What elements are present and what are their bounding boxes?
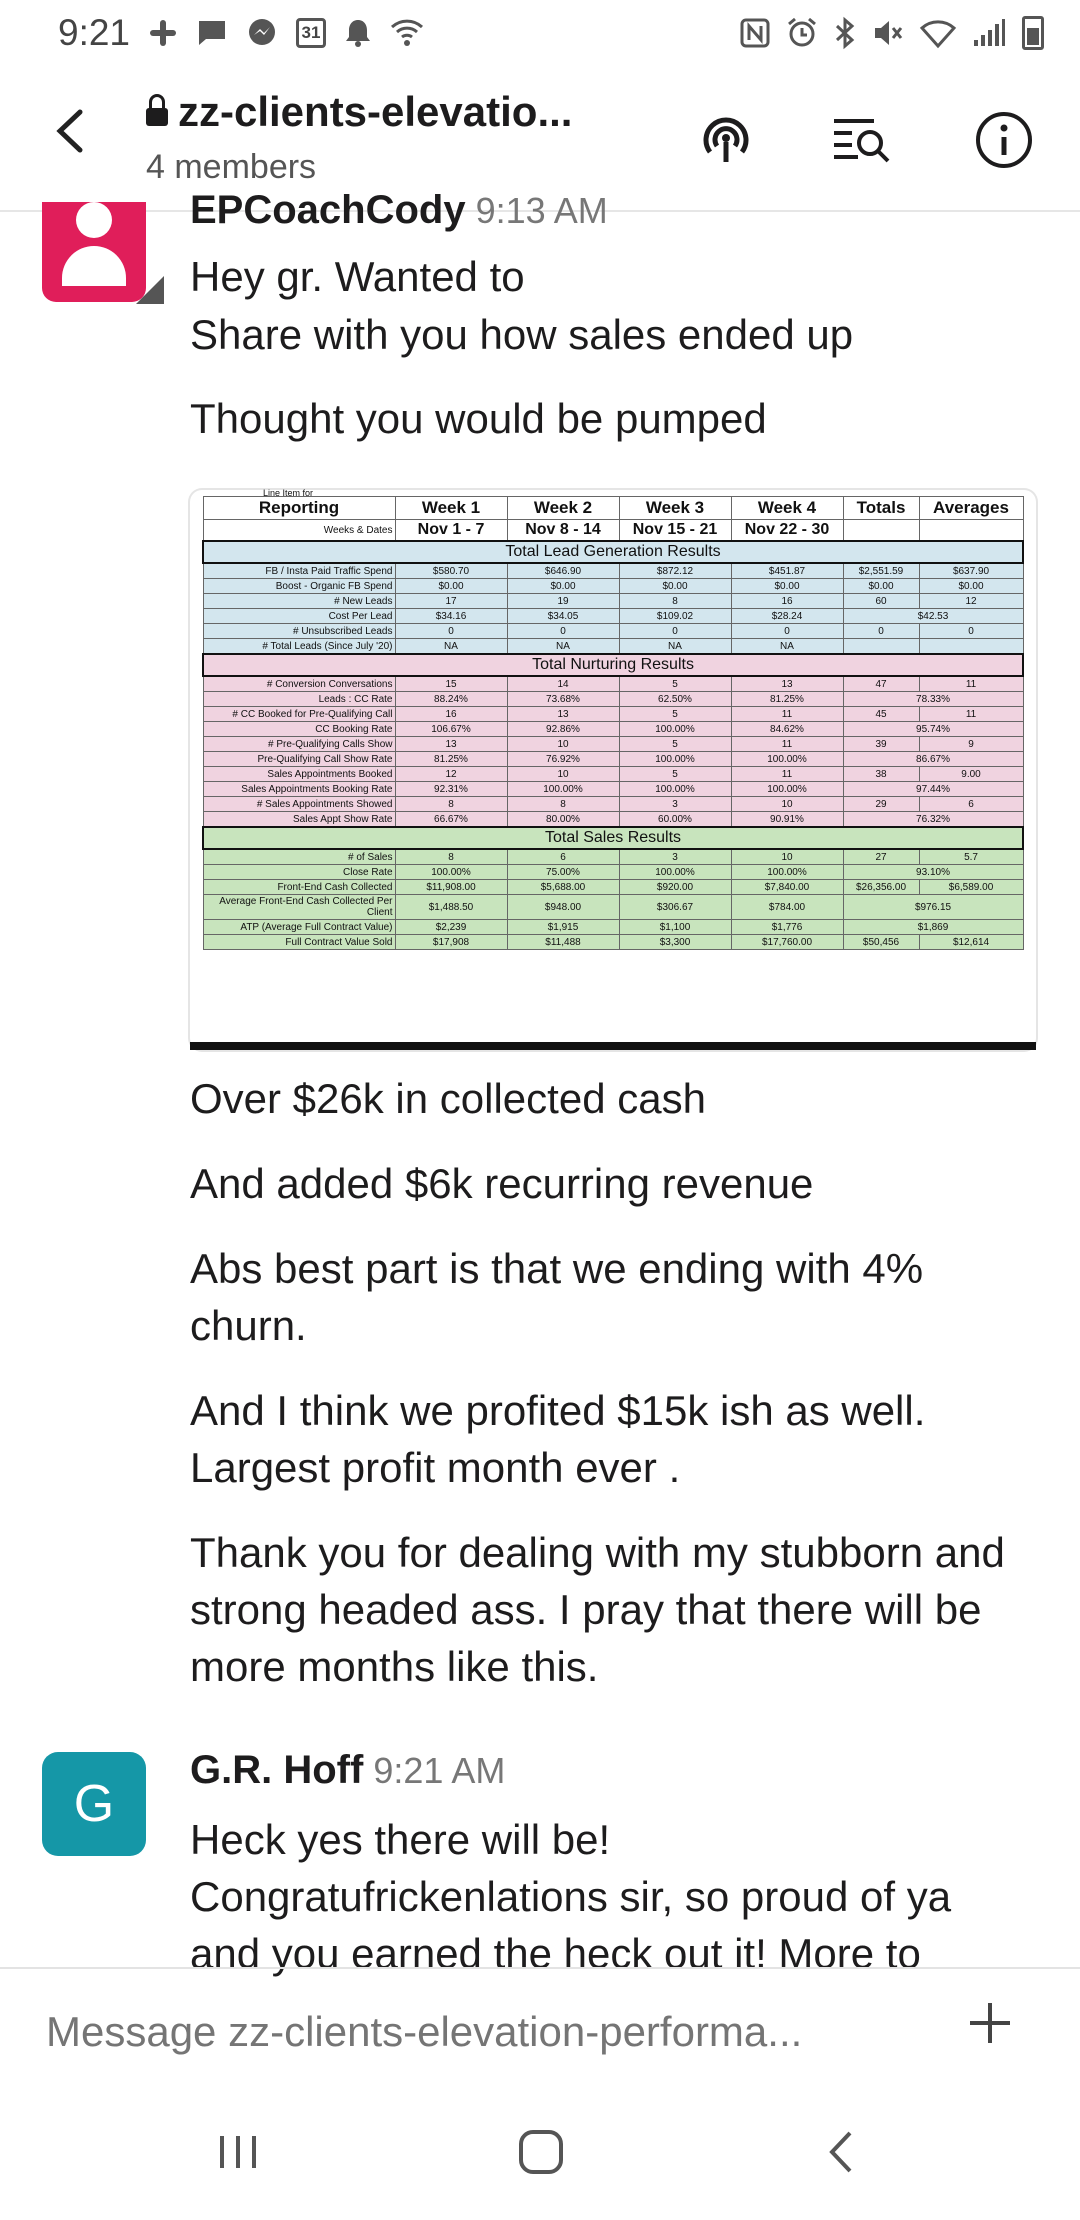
spreadsheet-header-cell: Week 4 — [731, 497, 843, 520]
status-bar — [0, 0, 1080, 66]
cell-value: 88.24% — [395, 692, 507, 707]
row-label: CC Booking Rate — [203, 722, 395, 737]
cell-value: 10 — [731, 849, 843, 865]
cell-value: 75.00% — [507, 865, 619, 880]
row-label: Front-End Cash Collected — [203, 880, 395, 895]
member-count[interactable]: 4 members — [146, 148, 317, 186]
cell-value: $17,760.00 — [731, 935, 843, 950]
row-label: Average Front-End Cash Collected Per Client — [203, 895, 395, 920]
cell-value: $646.90 — [507, 563, 619, 579]
message-input[interactable] — [44, 2007, 878, 2057]
cell-value: $0.00 — [619, 579, 731, 594]
cell-value: $0.00 — [731, 579, 843, 594]
spreadsheet-body — [203, 490, 1023, 950]
cell-value: 5 — [619, 737, 731, 752]
back-arrow-icon — [826, 2129, 856, 2175]
spreadsheet-row — [203, 880, 1023, 895]
spreadsheet-header-row — [203, 497, 1023, 520]
spreadsheet-row — [203, 767, 1023, 782]
alarm-icon — [786, 17, 818, 49]
spreadsheet-section-header — [203, 541, 1023, 563]
row-label: # Sales Appointments Showed — [203, 797, 395, 812]
spreadsheet-row — [203, 722, 1023, 737]
row-label: Cost Per Lead — [203, 609, 395, 624]
lock-icon — [146, 108, 168, 126]
cell-value: $0.00 — [395, 579, 507, 594]
cell-value: 13 — [731, 676, 843, 692]
spreadsheet-row — [203, 692, 1023, 707]
message-list[interactable] — [0, 188, 1080, 1977]
recent-apps-icon — [216, 2132, 260, 2172]
huddle-button[interactable] — [696, 110, 756, 170]
cell-value: 45 — [843, 707, 919, 722]
section-title: Total Lead Generation Results — [203, 541, 1023, 563]
cell-value: 19 — [507, 594, 619, 609]
cell-value: 0 — [507, 624, 619, 639]
cell-value: 95.74% — [843, 722, 1023, 737]
cell-value: 5 — [619, 707, 731, 722]
row-label: # CC Booked for Pre-Qualifying Call — [203, 707, 395, 722]
info-icon — [975, 111, 1033, 169]
status-bar-right — [740, 16, 1044, 50]
cell-value: 76.92% — [507, 752, 619, 767]
cell-value: 9 — [919, 737, 1023, 752]
row-label: # Unsubscribed Leads — [203, 624, 395, 639]
messenger-icon — [246, 17, 278, 49]
avatar[interactable]: G — [42, 1752, 146, 1856]
system-nav-bar — [0, 2101, 1080, 2220]
home-icon — [518, 2129, 564, 2175]
message-line: Thank you for dealing with my stubborn and strong headed ass. I pray that there will be more months like this. — [190, 1529, 1005, 1690]
spreadsheet-date-cell: Nov 8 - 14 — [507, 520, 619, 542]
cell-value: $872.12 — [619, 563, 731, 579]
search-list-icon — [832, 115, 892, 165]
nav-back-button[interactable] — [826, 2129, 856, 2187]
cell-value: 100.00% — [731, 782, 843, 797]
cell-value: 16 — [395, 707, 507, 722]
message-line: Hey gr. Wanted to — [190, 253, 525, 300]
spreadsheet-header-cell: Week 2 — [507, 497, 619, 520]
message-sender[interactable]: EPCoachCody 9:13 AM — [190, 188, 608, 232]
spreadsheet-date-cell: Nov 15 - 21 — [619, 520, 731, 542]
cell-value: 27 — [843, 849, 919, 865]
cell-value: 0 — [395, 624, 507, 639]
wifi-calling-icon — [390, 18, 424, 48]
spreadsheet-section-header — [203, 654, 1023, 676]
row-label: # New Leads — [203, 594, 395, 609]
cell-value: 78.33% — [843, 692, 1023, 707]
cell-value: 14 — [507, 676, 619, 692]
cell-value: $11,908.00 — [395, 880, 507, 895]
cell-value: $11,488 — [507, 935, 619, 950]
cell-value — [843, 639, 919, 655]
spreadsheet-row — [203, 782, 1023, 797]
cell-value: 86.67% — [843, 752, 1023, 767]
cell-value: $6,589.00 — [919, 880, 1023, 895]
cell-value: $1,915 — [507, 920, 619, 935]
spreadsheet-date-cell: Nov 22 - 30 — [731, 520, 843, 542]
cell-value: 9.00 — [919, 767, 1023, 782]
battery-icon — [1022, 16, 1044, 50]
row-label: # of Sales — [203, 849, 395, 865]
cell-value: $0.00 — [919, 579, 1023, 594]
cell-value: 39 — [843, 737, 919, 752]
image-attachment[interactable] — [190, 490, 1036, 1050]
cell-value: $28.24 — [731, 609, 843, 624]
channel-name: zz-clients-elevatio... — [178, 88, 573, 135]
cell-value: 11 — [919, 676, 1023, 692]
cell-value: $17,908 — [395, 935, 507, 950]
cell-value: 11 — [731, 707, 843, 722]
spreadsheet-header-cell: Week 3 — [619, 497, 731, 520]
spreadsheet-header-cell: Week 1 — [395, 497, 507, 520]
mute-icon — [872, 18, 904, 48]
message-composer — [0, 1967, 1080, 2101]
cell-value: 93.10% — [843, 865, 1023, 880]
message-line: And added $6k recurring revenue — [190, 1160, 814, 1207]
cell-value: 17 — [395, 594, 507, 609]
cell-value: 100.00% — [619, 722, 731, 737]
recent-apps-button[interactable] — [216, 2129, 260, 2184]
spreadsheet-row — [203, 737, 1023, 752]
slack-icon — [148, 18, 178, 48]
cell-value: 100.00% — [731, 752, 843, 767]
row-label: # Conversion Conversations — [203, 676, 395, 692]
cell-value: 3 — [619, 797, 731, 812]
cell-value: $1,869 — [843, 920, 1023, 935]
cell-value: $12,614 — [919, 935, 1023, 950]
message-line: Over $26k in collected cash — [190, 1075, 706, 1122]
chevron-left-icon — [52, 106, 86, 156]
spreadsheet-row — [203, 707, 1023, 722]
cell-value: 100.00% — [507, 782, 619, 797]
cell-value: 15 — [395, 676, 507, 692]
cell-value: 29 — [843, 797, 919, 812]
cell-value: 10 — [731, 797, 843, 812]
cell-value: 100.00% — [619, 752, 731, 767]
nfc-icon — [740, 18, 770, 48]
cell-value: 66.67% — [395, 812, 507, 828]
wifi-icon — [920, 18, 956, 48]
row-label: Close Rate — [203, 865, 395, 880]
cell-value: 12 — [919, 594, 1023, 609]
spreadsheet-top-cut: Line Item for — [263, 488, 314, 498]
spreadsheet-row — [203, 752, 1023, 767]
cell-value: 76.32% — [843, 812, 1023, 828]
add-attachment-button[interactable] — [968, 1991, 1012, 2055]
message-sender[interactable]: G.R. Hoff 9:21 AM — [190, 1748, 506, 1792]
cell-value: 3 — [619, 849, 731, 865]
calendar-icon: 31 — [296, 18, 326, 48]
cell-value: 90.91% — [731, 812, 843, 828]
clock: 9:21 — [58, 12, 131, 53]
cell-value: 8 — [507, 797, 619, 812]
spreadsheet-row — [203, 594, 1023, 609]
cell-value: $0.00 — [507, 579, 619, 594]
message-line: Abs best part is that we ending with 4% churn. — [190, 1245, 924, 1349]
cell-value: $1,100 — [619, 920, 731, 935]
section-title: Total Nurturing Results — [203, 654, 1023, 676]
cell-value: 11 — [731, 737, 843, 752]
cell-value: $976.15 — [843, 895, 1023, 920]
cell-value: 100.00% — [395, 865, 507, 880]
status-bar-left — [58, 12, 424, 54]
cell-value — [919, 639, 1023, 655]
spreadsheet-dates-row — [203, 520, 1023, 542]
row-label: Sales Appointments Booking Rate — [203, 782, 395, 797]
cell-value: 47 — [843, 676, 919, 692]
row-label: Sales Appointments Booked — [203, 767, 395, 782]
spreadsheet-header-cell: Reporting — [203, 497, 395, 520]
cell-value: NA — [619, 639, 731, 655]
cell-value: $580.70 — [395, 563, 507, 579]
row-label: Pre-Qualifying Call Show Rate — [203, 752, 395, 767]
cell-value: 12 — [395, 767, 507, 782]
back-button[interactable] — [52, 106, 86, 165]
row-label: Leads : CC Rate — [203, 692, 395, 707]
cell-value: $42.53 — [843, 609, 1023, 624]
row-label: Sales Appt Show Rate — [203, 812, 395, 828]
row-label: ATP (Average Full Contract Value) — [203, 920, 395, 935]
cell-value: $306.67 — [619, 895, 731, 920]
cell-value: 0 — [843, 624, 919, 639]
cell-value: $109.02 — [619, 609, 731, 624]
cell-value: 84.62% — [731, 722, 843, 737]
row-label: # Pre-Qualifying Calls Show — [203, 737, 395, 752]
row-label: # Total Leads (Since July '20) — [203, 639, 395, 655]
cell-value: 8 — [395, 849, 507, 865]
cell-value: $2,551.59 — [843, 563, 919, 579]
cell-value: 81.25% — [731, 692, 843, 707]
avatar[interactable] — [42, 202, 146, 302]
cell-value: 13 — [507, 707, 619, 722]
spreadsheet-row — [203, 624, 1023, 639]
bluetooth-icon — [834, 17, 856, 49]
cell-value: 100.00% — [619, 865, 731, 880]
cell-value: 5 — [619, 676, 731, 692]
channel-details-button[interactable] — [974, 110, 1034, 170]
cell-value: 5 — [619, 767, 731, 782]
cell-value: 60 — [843, 594, 919, 609]
spreadsheet-row — [203, 920, 1023, 935]
plus-icon — [968, 2001, 1012, 2045]
cell-value: 106.67% — [395, 722, 507, 737]
cell-value: 38 — [843, 767, 919, 782]
cell-value: 16 — [731, 594, 843, 609]
cell-value: NA — [507, 639, 619, 655]
cell-value: $920.00 — [619, 880, 731, 895]
cell-value: $50,456 — [843, 935, 919, 950]
cell-value: 80.00% — [507, 812, 619, 828]
row-label: FB / Insta Paid Traffic Spend — [203, 563, 395, 579]
message-icon — [196, 18, 228, 48]
cell-value: 6 — [507, 849, 619, 865]
cell-value: 11 — [919, 707, 1023, 722]
cell-value: 60.00% — [619, 812, 731, 828]
cell-value: $784.00 — [731, 895, 843, 920]
message-line: Heck yes there will be! Congratufrickenlations sir, so proud of ya and you earned the heck out it! More to — [190, 1816, 952, 1977]
cell-value: $1,776 — [731, 920, 843, 935]
spreadsheet-row — [203, 639, 1023, 655]
message-timestamp[interactable]: 9:21 AM — [373, 1750, 506, 1791]
cell-value: $34.05 — [507, 609, 619, 624]
cell-value: 8 — [619, 594, 731, 609]
spreadsheet — [202, 490, 1024, 950]
home-button[interactable] — [518, 2129, 564, 2187]
cell-value: $1,488.50 — [395, 895, 507, 920]
cell-value: $637.90 — [919, 563, 1023, 579]
cell-value: 10 — [507, 737, 619, 752]
cell-value: $3,300 — [619, 935, 731, 950]
cell-value: NA — [395, 639, 507, 655]
signal-icon — [972, 18, 1006, 48]
spreadsheet-section-header — [203, 827, 1023, 849]
spreadsheet-header-cell: Averages — [919, 497, 1023, 520]
channel-title[interactable] — [146, 88, 572, 136]
spreadsheet-row — [203, 676, 1023, 692]
cell-value: 6 — [919, 797, 1023, 812]
cell-value: 100.00% — [619, 782, 731, 797]
bell-icon — [344, 18, 372, 48]
channel-info[interactable] — [146, 88, 572, 187]
cell-value: $0.00 — [843, 579, 919, 594]
cell-value: 11 — [731, 767, 843, 782]
cell-value: 92.86% — [507, 722, 619, 737]
spreadsheet-dates-label: Weeks & Dates — [203, 520, 395, 542]
spreadsheet-date-cell: Nov 1 - 7 — [395, 520, 507, 542]
cell-value: 0 — [731, 624, 843, 639]
search-in-channel-button[interactable] — [832, 110, 892, 170]
cell-value: 8 — [395, 797, 507, 812]
message-timestamp[interactable]: 9:13 AM — [475, 190, 608, 231]
cell-value: 5.7 — [919, 849, 1023, 865]
spreadsheet-row — [203, 849, 1023, 865]
cell-value: $34.16 — [395, 609, 507, 624]
spreadsheet-row — [203, 935, 1023, 950]
message-line: Share with you how sales ended up — [190, 311, 854, 358]
cell-value: 97.44% — [843, 782, 1023, 797]
cell-value: 73.68% — [507, 692, 619, 707]
cell-value: 0 — [619, 624, 731, 639]
headphones-icon — [698, 112, 754, 168]
cell-value: 92.31% — [395, 782, 507, 797]
section-title: Total Sales Results — [203, 827, 1023, 849]
cell-value: 0 — [919, 624, 1023, 639]
spreadsheet-row — [203, 609, 1023, 624]
cell-value: 62.50% — [619, 692, 731, 707]
cell-value: 10 — [507, 767, 619, 782]
row-label: Boost - Organic FB Spend — [203, 579, 395, 594]
cell-value: 81.25% — [395, 752, 507, 767]
cell-value: $451.87 — [731, 563, 843, 579]
cell-value: $26,356.00 — [843, 880, 919, 895]
cell-value: $2,239 — [395, 920, 507, 935]
spreadsheet-row — [203, 579, 1023, 594]
message-line: And I think we profited $15k ish as well. Largest profit month ever . — [190, 1387, 926, 1491]
spreadsheet-row — [203, 797, 1023, 812]
cell-value: NA — [731, 639, 843, 655]
spreadsheet-header-cell: Totals — [843, 497, 919, 520]
spreadsheet-row — [203, 812, 1023, 828]
spreadsheet-row — [203, 895, 1023, 920]
cell-value: $948.00 — [507, 895, 619, 920]
cell-value: $7,840.00 — [731, 880, 843, 895]
cell-value: 13 — [395, 737, 507, 752]
message-line: Thought you would be pumped — [190, 395, 767, 442]
spreadsheet-row — [203, 865, 1023, 880]
cell-value: 100.00% — [731, 865, 843, 880]
spreadsheet-row — [203, 563, 1023, 579]
row-label: Full Contract Value Sold — [203, 935, 395, 950]
presence-indicator — [136, 276, 164, 304]
cell-value: $5,688.00 — [507, 880, 619, 895]
